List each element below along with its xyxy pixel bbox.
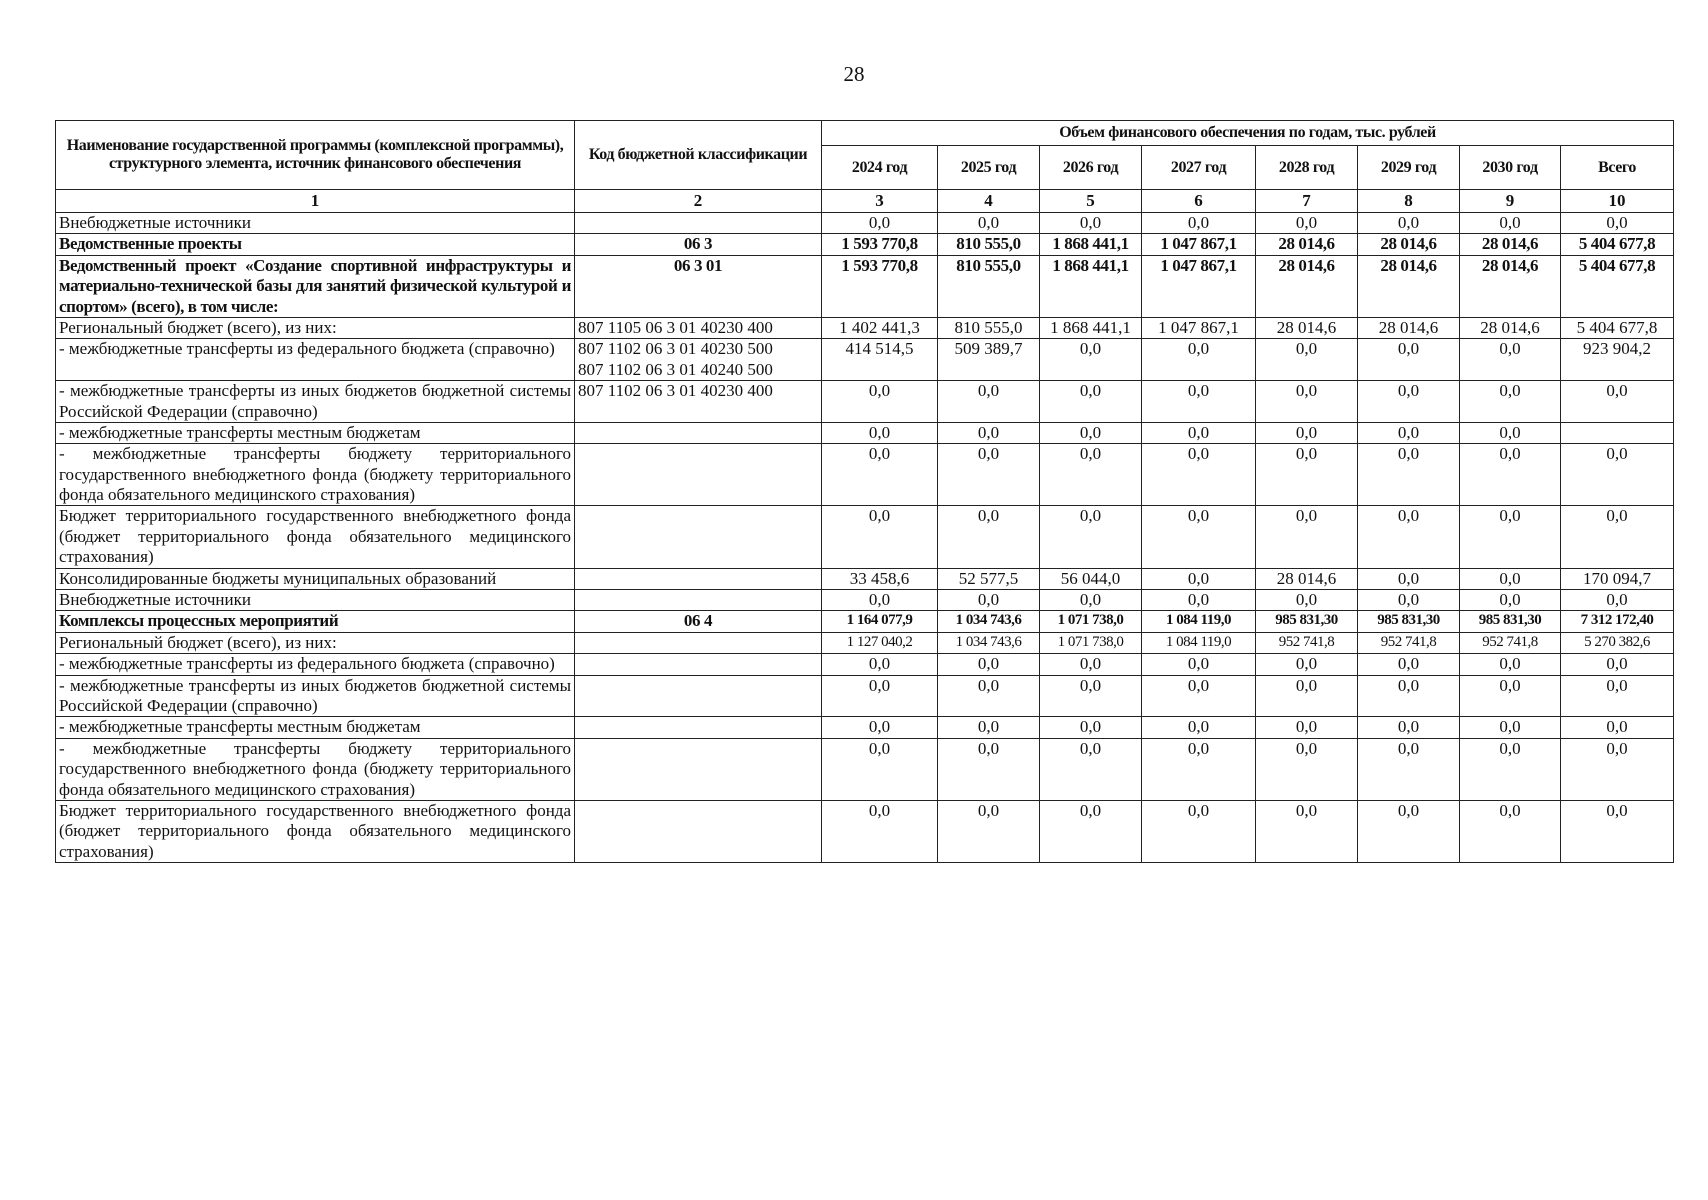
row-code xyxy=(575,800,822,862)
header-row xyxy=(56,121,1674,146)
row-code xyxy=(575,422,822,443)
row-value: 923 904,2 xyxy=(1561,339,1674,381)
row-value: 0,0 xyxy=(1040,654,1142,675)
row-value: 0,0 xyxy=(1142,381,1256,423)
row-name: Региональный бюджет (всего), из них: xyxy=(56,317,575,338)
row-name: Бюджет территориального государственного внебюджетного фонда (бюджет территориального фонда обязательного медицинского страхования) xyxy=(56,800,575,862)
row-value: 1 071 738,0 xyxy=(1040,611,1142,632)
row-value: 0,0 xyxy=(1358,444,1460,506)
table-row xyxy=(56,381,1674,423)
row-value: 0,0 xyxy=(1561,717,1674,738)
row-value: 414 514,5 xyxy=(822,339,938,381)
row-value: 0,0 xyxy=(822,444,938,506)
row-value: 0,0 xyxy=(1040,213,1142,234)
row-value: 0,0 xyxy=(1561,738,1674,800)
row-value: 1 084 119,0 xyxy=(1142,611,1256,632)
table-row xyxy=(56,717,1674,738)
row-value: 0,0 xyxy=(1256,339,1358,381)
row-value: 0,0 xyxy=(938,675,1040,717)
row-value: 0,0 xyxy=(822,675,938,717)
row-value: 0,0 xyxy=(1040,339,1142,381)
row-value: 0,0 xyxy=(1561,800,1674,862)
row-value: 0,0 xyxy=(938,654,1040,675)
header-year: 2030 год xyxy=(1460,146,1561,190)
row-value: 0,0 xyxy=(938,422,1040,443)
row-value: 0,0 xyxy=(1040,675,1142,717)
budget-code: 06 3 xyxy=(683,234,713,254)
row-value: 1 593 770,8 xyxy=(822,234,938,255)
row-code xyxy=(575,568,822,589)
row-value: 0,0 xyxy=(1256,717,1358,738)
row-value: 1 868 441,1 xyxy=(1040,255,1142,317)
row-value: 0,0 xyxy=(1460,213,1561,234)
row-value: 0,0 xyxy=(1040,738,1142,800)
row-value: 810 555,0 xyxy=(938,234,1040,255)
row-name: - межбюджетные трансферты местным бюджетам xyxy=(56,422,575,443)
row-value: 985 831,30 xyxy=(1358,611,1460,632)
row-code xyxy=(575,654,822,675)
row-code xyxy=(575,611,822,632)
budget-code: 06 4 xyxy=(683,611,713,631)
row-value: 0,0 xyxy=(1358,568,1460,589)
row-name: - межбюджетные трансферты бюджету территориального государственного внебюджетного фонда (бюджету территориального фонда обязательного медицинского страхования) xyxy=(56,444,575,506)
row-value: 0,0 xyxy=(938,738,1040,800)
row-value: 1 402 441,3 xyxy=(822,317,938,338)
row-value: 0,0 xyxy=(1358,590,1460,611)
row-value: 5 404 677,8 xyxy=(1561,317,1674,338)
row-value: 0,0 xyxy=(1460,568,1561,589)
row-value: 0,0 xyxy=(822,717,938,738)
row-value: 0,0 xyxy=(1142,675,1256,717)
header-year: 2027 год xyxy=(1142,146,1256,190)
row-value: 952 741,8 xyxy=(1256,632,1358,653)
row-value: 0,0 xyxy=(822,213,938,234)
row-value: 810 555,0 xyxy=(938,317,1040,338)
row-value: 0,0 xyxy=(1460,738,1561,800)
table-row xyxy=(56,611,1674,632)
row-value: 0,0 xyxy=(1256,381,1358,423)
header-year: 2026 год xyxy=(1040,146,1142,190)
column-number: 10 xyxy=(1561,190,1674,213)
row-value: 0,0 xyxy=(1358,654,1460,675)
column-number: 5 xyxy=(1040,190,1142,213)
row-value: 28 014,6 xyxy=(1460,234,1561,255)
row-name: Региональный бюджет (всего), из них: xyxy=(56,632,575,653)
row-code xyxy=(575,255,822,317)
row-value: 0,0 xyxy=(1142,339,1256,381)
budget-code: 807 1102 06 3 01 40240 500 xyxy=(578,359,773,379)
column-number: 8 xyxy=(1358,190,1460,213)
column-number: 3 xyxy=(822,190,938,213)
table-row xyxy=(56,590,1674,611)
row-value: 7 312 172,40 xyxy=(1561,611,1674,632)
table-row xyxy=(56,444,1674,506)
row-value: 0,0 xyxy=(822,506,938,568)
row-value: 0,0 xyxy=(938,213,1040,234)
row-value: 0,0 xyxy=(1460,381,1561,423)
table-row xyxy=(56,632,1674,653)
row-value: 0,0 xyxy=(1358,422,1460,443)
row-value: 0,0 xyxy=(1040,506,1142,568)
row-name: - межбюджетные трансферты из федерального бюджета (справочно) xyxy=(56,339,575,381)
row-value: 0,0 xyxy=(1561,213,1674,234)
row-value: 1 047 867,1 xyxy=(1142,255,1256,317)
header-total: Всего xyxy=(1561,146,1674,190)
row-value: 0,0 xyxy=(1142,568,1256,589)
row-name: - межбюджетные трансферты местным бюджетам xyxy=(56,717,575,738)
table-row xyxy=(56,213,1674,234)
table-row xyxy=(56,255,1674,317)
row-value: 0,0 xyxy=(1460,444,1561,506)
budget-code: 06 3 01 xyxy=(673,255,723,275)
row-value: 0,0 xyxy=(1142,590,1256,611)
row-name: - межбюджетные трансферты из федерального бюджета (справочно) xyxy=(56,654,575,675)
row-value: 1 034 743,6 xyxy=(938,632,1040,653)
row-value: 5 270 382,6 xyxy=(1561,632,1674,653)
table-row xyxy=(56,738,1674,800)
row-value: 28 014,6 xyxy=(1358,234,1460,255)
row-value: 0,0 xyxy=(1358,717,1460,738)
row-value: 1 047 867,1 xyxy=(1142,317,1256,338)
table-row xyxy=(56,234,1674,255)
row-code xyxy=(575,717,822,738)
row-code xyxy=(575,213,822,234)
row-value: 0,0 xyxy=(822,422,938,443)
row-name: - межбюджетные трансферты бюджету территориального государственного внебюджетного фонда (бюджету территориального фонда обязательного медицинского страхования) xyxy=(56,738,575,800)
table-row xyxy=(56,422,1674,443)
row-value: 0,0 xyxy=(1256,654,1358,675)
row-code xyxy=(575,317,822,338)
row-value: 0,0 xyxy=(822,590,938,611)
table-row xyxy=(56,800,1674,862)
row-value: 0,0 xyxy=(1040,800,1142,862)
row-value: 5 404 677,8 xyxy=(1561,234,1674,255)
row-value: 0,0 xyxy=(938,800,1040,862)
row-value: 28 014,6 xyxy=(1256,234,1358,255)
row-value: 0,0 xyxy=(1358,675,1460,717)
row-value: 28 014,6 xyxy=(1256,255,1358,317)
row-value: 0,0 xyxy=(1256,444,1358,506)
row-value: 0,0 xyxy=(938,444,1040,506)
row-name: - межбюджетные трансферты из иных бюджетов бюджетной системы Российской Федерации (справочно) xyxy=(56,675,575,717)
table-body xyxy=(56,213,1674,863)
row-value: 1 047 867,1 xyxy=(1142,234,1256,255)
row-value: 0,0 xyxy=(1040,381,1142,423)
row-code xyxy=(575,632,822,653)
row-value: 0,0 xyxy=(1460,654,1561,675)
header-year: 2028 год xyxy=(1256,146,1358,190)
row-value: 28 014,6 xyxy=(1460,317,1561,338)
row-value: 0,0 xyxy=(1256,800,1358,862)
row-value: 0,0 xyxy=(1040,590,1142,611)
row-value: 56 044,0 xyxy=(1040,568,1142,589)
row-name: Внебюджетные источники xyxy=(56,590,575,611)
row-value: 1 868 441,1 xyxy=(1040,234,1142,255)
column-number: 2 xyxy=(575,190,822,213)
table-row xyxy=(56,506,1674,568)
row-value: 28 014,6 xyxy=(1256,568,1358,589)
row-value: 0,0 xyxy=(1358,339,1460,381)
header-year: 2029 год xyxy=(1358,146,1460,190)
row-name: Ведомственный проект «Создание спортивной инфраструктуры и материально-технической базы для занятий физической культурой и спортом» (всего), в том числе: xyxy=(56,255,575,317)
row-value: 0,0 xyxy=(1460,800,1561,862)
row-value: 5 404 677,8 xyxy=(1561,255,1674,317)
row-value: 985 831,30 xyxy=(1256,611,1358,632)
row-value xyxy=(1561,422,1674,443)
row-code xyxy=(575,234,822,255)
header-code: Код бюджетной классификации xyxy=(575,121,822,190)
row-value: 1 071 738,0 xyxy=(1040,632,1142,653)
row-code xyxy=(575,444,822,506)
row-value: 28 014,6 xyxy=(1256,317,1358,338)
row-value: 1 593 770,8 xyxy=(822,255,938,317)
header-group: Объем финансового обеспечения по годам, тыс. рублей xyxy=(822,121,1674,146)
column-number: 4 xyxy=(938,190,1040,213)
row-value: 1 127 040,2 xyxy=(822,632,938,653)
table-row xyxy=(56,568,1674,589)
row-value: 0,0 xyxy=(1561,444,1674,506)
row-value: 0,0 xyxy=(938,381,1040,423)
row-value: 0,0 xyxy=(1460,422,1561,443)
row-value: 0,0 xyxy=(1142,654,1256,675)
row-value: 0,0 xyxy=(1460,339,1561,381)
row-value: 28 014,6 xyxy=(1358,255,1460,317)
row-code xyxy=(575,339,822,381)
row-value: 0,0 xyxy=(1040,422,1142,443)
column-numbers-row xyxy=(56,190,1674,213)
row-value: 0,0 xyxy=(1561,675,1674,717)
row-value: 0,0 xyxy=(1358,800,1460,862)
row-code xyxy=(575,738,822,800)
table-row xyxy=(56,654,1674,675)
row-value: 509 389,7 xyxy=(938,339,1040,381)
row-value: 0,0 xyxy=(1460,506,1561,568)
row-name: Бюджет территориального государственного внебюджетного фонда (бюджет территориального фонда обязательного медицинского страхования) xyxy=(56,506,575,568)
row-value: 0,0 xyxy=(1561,381,1674,423)
row-value: 0,0 xyxy=(1142,422,1256,443)
row-name: Комплексы процессных мероприятий xyxy=(56,611,575,632)
column-number: 7 xyxy=(1256,190,1358,213)
row-value: 0,0 xyxy=(1460,590,1561,611)
row-value: 0,0 xyxy=(1142,738,1256,800)
row-code xyxy=(575,381,822,423)
row-value: 170 094,7 xyxy=(1561,568,1674,589)
row-value: 0,0 xyxy=(822,654,938,675)
row-value: 0,0 xyxy=(1142,444,1256,506)
row-value: 0,0 xyxy=(822,381,938,423)
row-value: 0,0 xyxy=(1142,717,1256,738)
financing-table xyxy=(55,120,1674,863)
row-name: Внебюджетные источники xyxy=(56,213,575,234)
row-value: 0,0 xyxy=(1142,800,1256,862)
row-value: 0,0 xyxy=(1358,213,1460,234)
row-value: 0,0 xyxy=(1040,717,1142,738)
table-row xyxy=(56,317,1674,338)
header-year: 2025 год xyxy=(938,146,1040,190)
row-value: 28 014,6 xyxy=(1460,255,1561,317)
row-code xyxy=(575,506,822,568)
row-value: 0,0 xyxy=(1561,506,1674,568)
row-value: 0,0 xyxy=(938,590,1040,611)
row-value: 0,0 xyxy=(1142,213,1256,234)
column-number: 1 xyxy=(56,190,575,213)
budget-code: 807 1102 06 3 01 40230 400 xyxy=(578,381,773,401)
header-name: Наименование государственной программы (комплексной программы), структурного элемента, источник финансового обеспечения xyxy=(56,121,575,190)
row-value: 0,0 xyxy=(1256,675,1358,717)
row-value: 1 868 441,1 xyxy=(1040,317,1142,338)
row-value: 0,0 xyxy=(1256,213,1358,234)
row-value: 52 577,5 xyxy=(938,568,1040,589)
row-value: 0,0 xyxy=(938,717,1040,738)
row-value: 0,0 xyxy=(1256,738,1358,800)
row-value: 1 034 743,6 xyxy=(938,611,1040,632)
row-value: 0,0 xyxy=(1256,422,1358,443)
row-value: 0,0 xyxy=(1358,381,1460,423)
row-value: 0,0 xyxy=(1142,506,1256,568)
row-value: 0,0 xyxy=(1561,654,1674,675)
row-value: 952 741,8 xyxy=(1358,632,1460,653)
row-value: 810 555,0 xyxy=(938,255,1040,317)
row-value: 0,0 xyxy=(1358,738,1460,800)
row-value: 0,0 xyxy=(1040,444,1142,506)
budget-code: 807 1102 06 3 01 40230 500 xyxy=(578,339,773,359)
row-value: 0,0 xyxy=(1561,590,1674,611)
column-number: 9 xyxy=(1460,190,1561,213)
header-year: 2024 год xyxy=(822,146,938,190)
page-number: 28 xyxy=(843,62,865,86)
row-value: 1 084 119,0 xyxy=(1142,632,1256,653)
column-number: 6 xyxy=(1142,190,1256,213)
row-value: 0,0 xyxy=(1460,717,1561,738)
row-value: 0,0 xyxy=(938,506,1040,568)
row-name: Ведомственные проекты xyxy=(56,234,575,255)
row-name: Консолидированные бюджеты муниципальных образований xyxy=(56,568,575,589)
row-name: - межбюджетные трансферты из иных бюджетов бюджетной системы Российской Федерации (справочно) xyxy=(56,381,575,423)
budget-code: 807 1105 06 3 01 40230 400 xyxy=(578,317,773,337)
row-code xyxy=(575,675,822,717)
row-value: 28 014,6 xyxy=(1358,317,1460,338)
row-value: 0,0 xyxy=(822,738,938,800)
row-value: 33 458,6 xyxy=(822,568,938,589)
row-value: 0,0 xyxy=(1256,590,1358,611)
table-row xyxy=(56,675,1674,717)
row-value: 0,0 xyxy=(1256,506,1358,568)
table-row xyxy=(56,339,1674,381)
row-value: 0,0 xyxy=(1460,675,1561,717)
row-value: 1 164 077,9 xyxy=(822,611,938,632)
row-code xyxy=(575,590,822,611)
row-value: 0,0 xyxy=(822,800,938,862)
row-value: 952 741,8 xyxy=(1460,632,1561,653)
row-value: 0,0 xyxy=(1358,506,1460,568)
row-value: 985 831,30 xyxy=(1460,611,1561,632)
